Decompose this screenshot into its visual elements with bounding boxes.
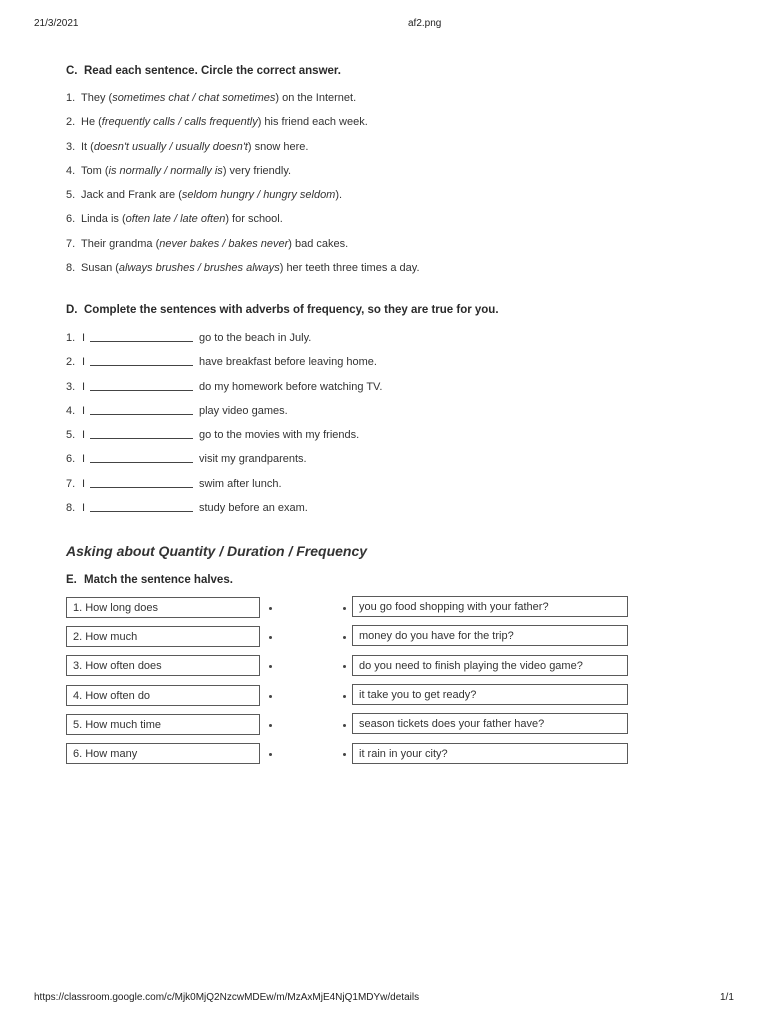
answer-blank[interactable] [90,365,193,366]
quantity-heading: Asking about Quantity / Duration / Frequency [66,543,368,559]
answer-blank[interactable] [90,462,193,463]
answer-blank[interactable] [90,438,193,439]
match-dot-left[interactable] [269,636,272,639]
match-right-box-1[interactable]: you go food shopping with your father? [352,596,628,617]
list-item: 7. Their grandma (never bakes / bakes never) bad cakes. [66,237,349,250]
match-dot-left[interactable] [269,607,272,610]
list-item: 4. Tom (is normally / normally is) very friendly. [66,164,292,177]
print-filename: af2.png [408,18,442,29]
list-item: 7. I swim after lunch. [66,477,282,490]
list-item: 6. Linda is (often late / late often) for school. [66,213,283,226]
match-right-box-6[interactable]: it rain in your city? [352,743,628,764]
list-item: 1. I go to the beach in July. [66,332,312,344]
match-dot-right[interactable] [343,724,346,727]
section-d-instruction: Complete the sentences with adverbs of frequency, so they are true for you. [84,304,499,316]
match-right-box-2[interactable]: money do you have for the trip? [352,625,628,646]
list-item: 5. Jack and Frank are (seldom hungry / hungry seldom). [66,189,343,202]
section-e-title [66,574,233,586]
answer-blank[interactable] [90,414,193,415]
match-dot-left[interactable] [269,665,272,668]
section-e-letter: E. [66,574,77,586]
answer-blank[interactable] [90,390,193,391]
section-d-list [66,331,383,525]
match-left-box-6[interactable]: 6. How many [66,743,260,764]
list-item: 4. I play video games. [66,404,288,417]
match-right-box-4[interactable]: it take you to get ready? [352,684,628,705]
match-dot-left[interactable] [269,695,272,698]
section-c-instruction: Read each sentence. Circle the correct answer. [84,65,341,77]
section-c-title [66,65,341,77]
print-url: https://classroom.google.com/c/Mjk0MjQ2NzcwMDEw/m/MzAxMjE4NjQ1MDYw/details [34,992,420,1003]
list-item: 8. I study before an exam. [66,502,308,515]
answer-options[interactable]: never bakes / bakes never [159,237,289,250]
answer-options[interactable]: doesn't usually / usually doesn't [93,140,248,153]
list-item: 5. I go to the movies with my friends. [66,429,360,442]
match-left-box-5[interactable]: 5. How much time [66,714,260,735]
match-left-box-2[interactable]: 2. How much [66,626,260,647]
answer-options[interactable]: sometimes chat / chat sometimes [112,92,276,104]
answer-options[interactable]: often late / late often [125,213,226,226]
list-item: 1. They (sometimes chat / chat sometimes) on the Internet. [66,92,357,104]
match-dot-right[interactable] [343,695,346,698]
match-dot-right[interactable] [343,753,346,756]
answer-blank[interactable] [90,511,193,512]
list-item: 2. I have breakfast before leaving home. [66,356,377,369]
answer-options[interactable]: is normally / normally is [108,164,223,177]
match-dot-right[interactable] [343,665,346,668]
match-left-box-4[interactable]: 4. How often do [66,685,260,706]
list-item: 3. It (doesn't usually / usually doesn't) snow here. [66,140,309,153]
list-item: 2. He (frequently calls / calls frequently) his friend each week. [66,116,368,129]
section-d-title [66,304,499,316]
match-dot-right[interactable] [343,607,346,610]
list-item: 8. Susan (always brushes / brushes always) her teeth three times a day. [66,262,420,275]
answer-blank[interactable] [90,487,193,488]
answer-options[interactable]: seldom hungry / hungry seldom [181,189,336,202]
match-dot-left[interactable] [269,753,272,756]
match-dot-right[interactable] [343,636,346,639]
section-c-list [66,91,420,285]
answer-blank[interactable] [90,341,193,342]
match-right-box-3[interactable]: do you need to finish playing the video game? [352,655,628,676]
match-right-box-5[interactable]: season tickets does your father have? [352,713,628,734]
match-left-box-1[interactable]: 1. How long does [66,597,260,618]
list-item: 3. I do my homework before watching TV. [66,380,383,393]
match-dot-left[interactable] [269,724,272,727]
section-d-letter: D. [66,304,78,316]
print-page-number: 1/1 [720,992,734,1003]
section-c-letter: C. [66,65,78,77]
print-date: 21/3/2021 [34,18,79,29]
answer-options[interactable]: frequently calls / calls frequently [101,116,258,129]
answer-options[interactable]: always brushes / brushes always [118,262,280,275]
list-item: 6. I visit my grandparents. [66,453,307,466]
section-e-instruction: Match the sentence halves. [84,574,233,586]
match-left-box-3[interactable]: 3. How often does [66,655,260,676]
